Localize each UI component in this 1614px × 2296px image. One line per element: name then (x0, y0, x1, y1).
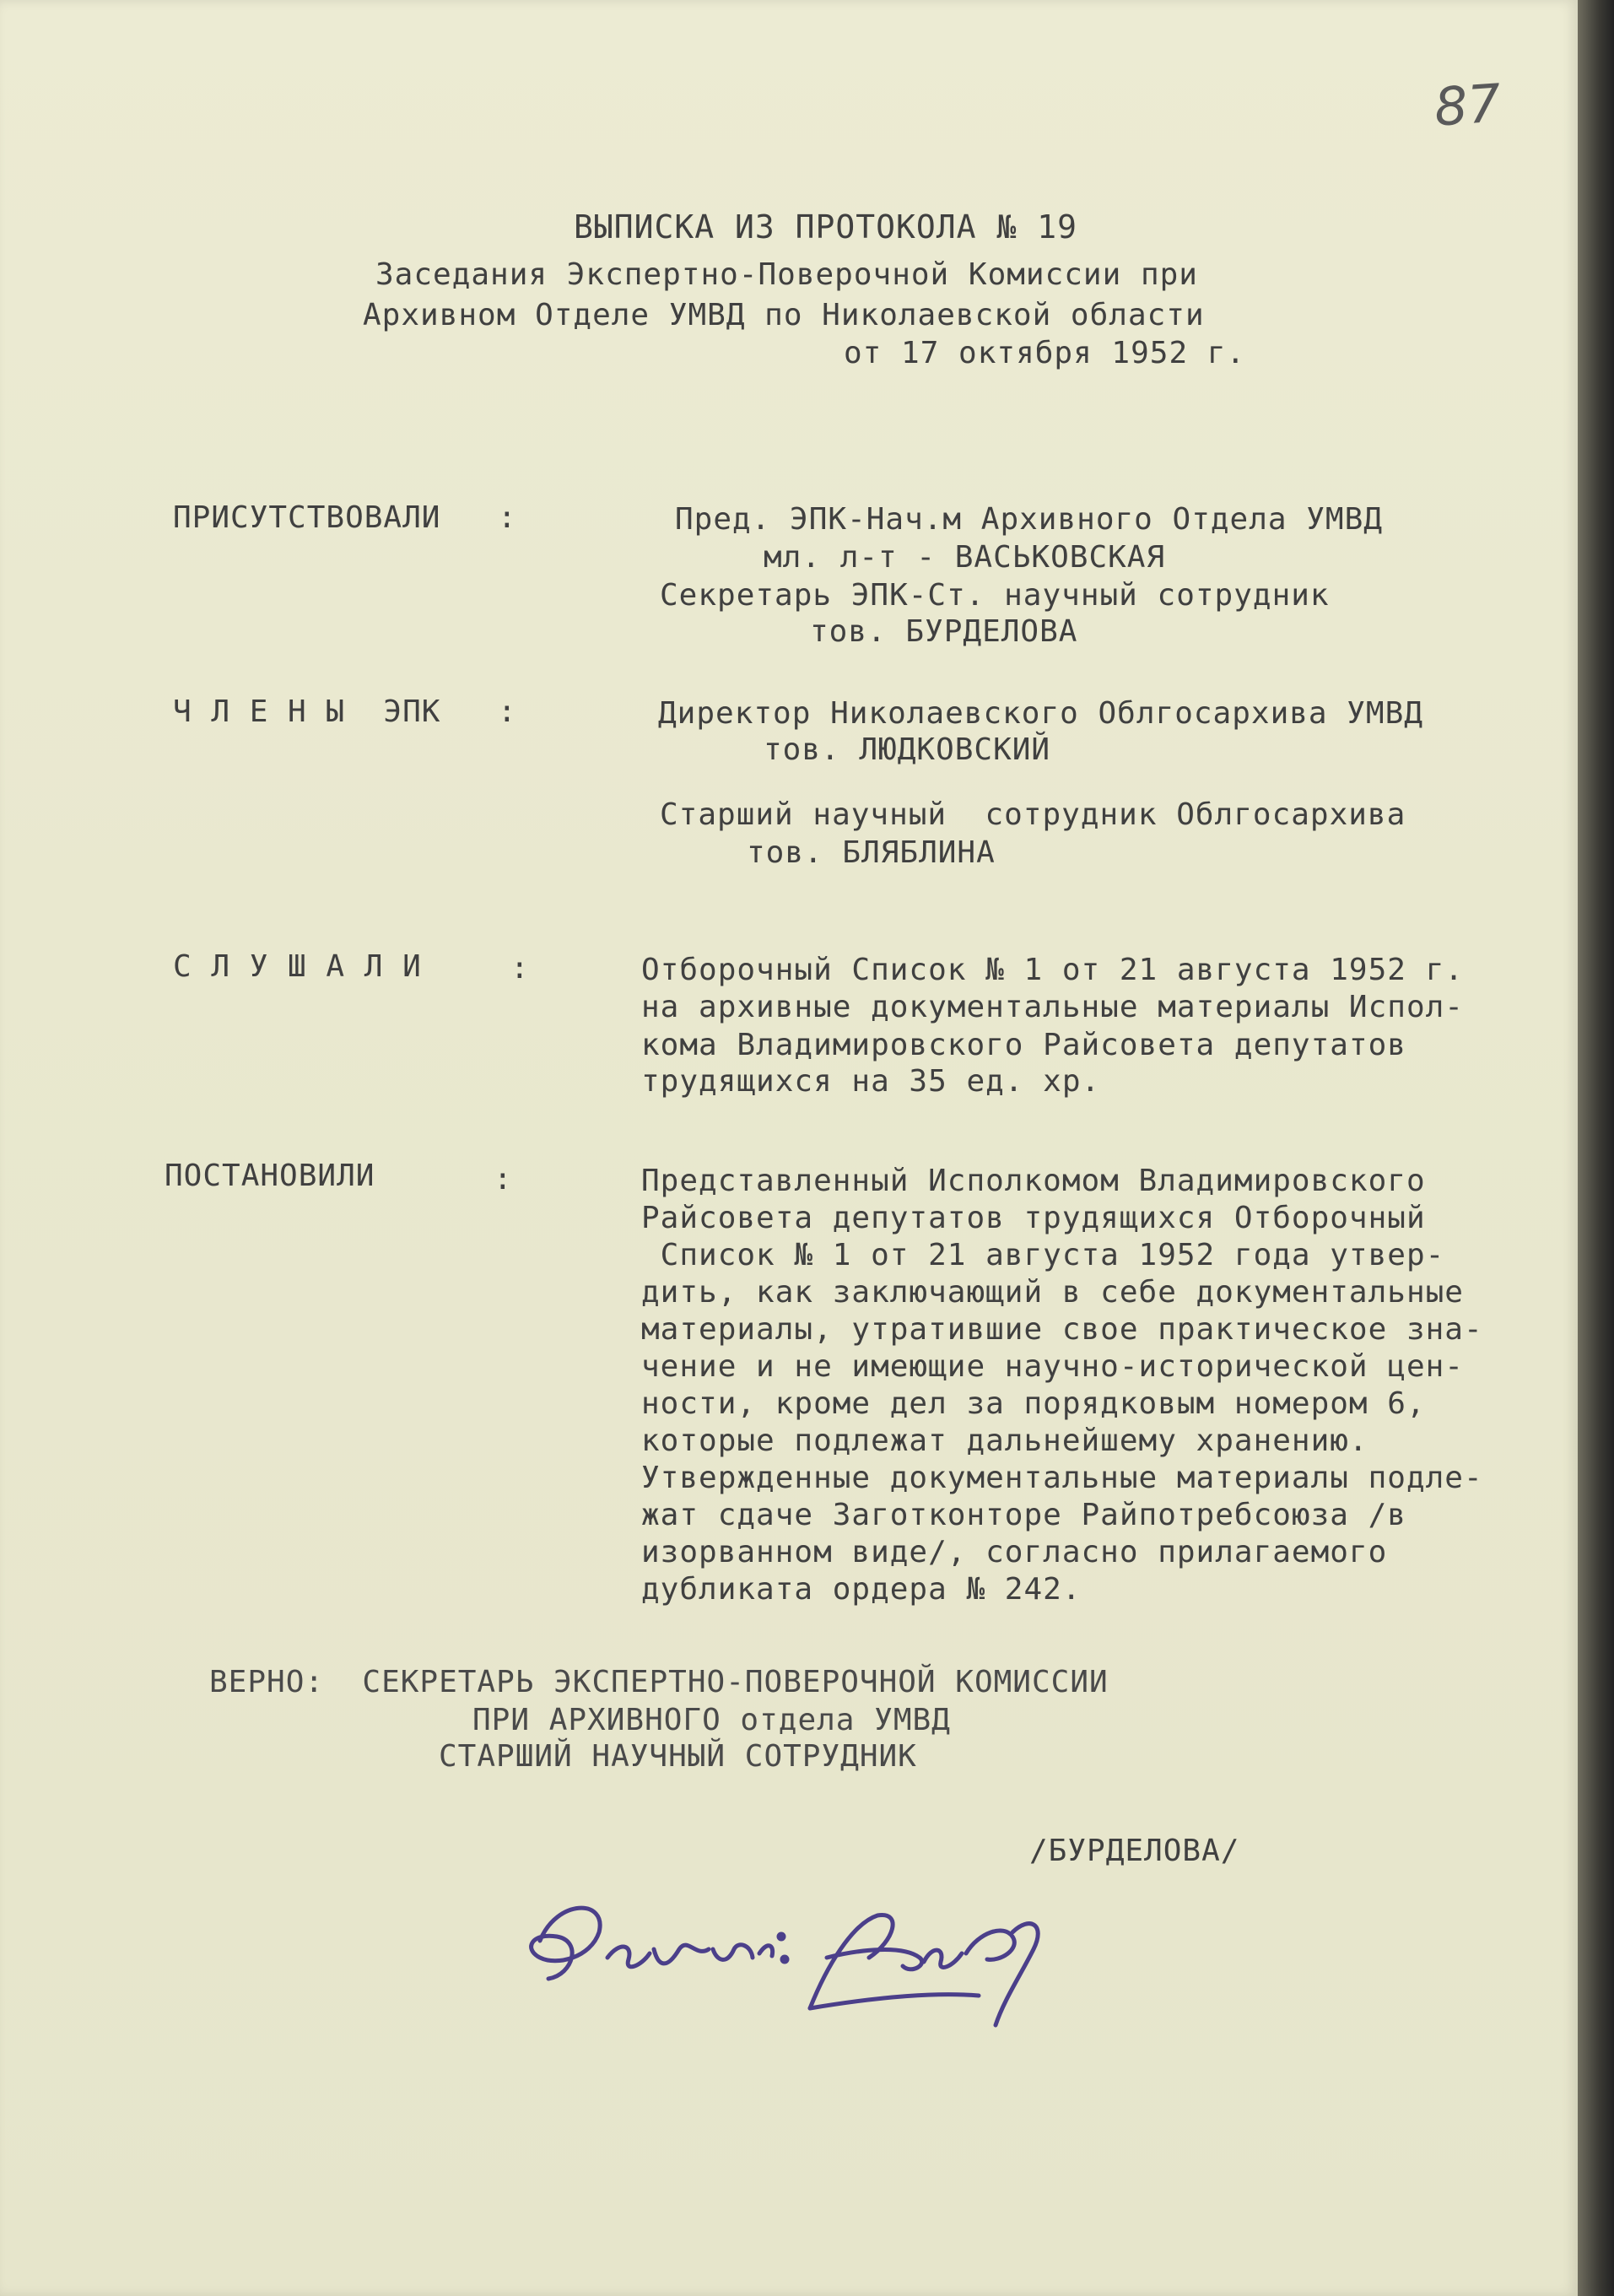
present-line: Пред. ЭПК-Нач.м Архивного Отдела УМВД (675, 502, 1383, 537)
section-label-present: ПРИСУТСТВОВАЛИ (173, 500, 441, 535)
colon: : (510, 951, 530, 986)
section-label-resolved: ПОСТАНОВИЛИ (165, 1159, 375, 1193)
heard-line: Отборочный Список № 1 от 21 августа 1952 г. (641, 953, 1464, 987)
present-line: мл. л-т - ВАСЬКОВСКАЯ (764, 540, 1166, 575)
resolved-line: Представленный Исполкомом Владимировского (641, 1164, 1426, 1198)
resolved-line: материалы, утратившие свое практическое зна- (641, 1312, 1483, 1347)
heard-line: кома Владимировского Райсовета депутатов (641, 1028, 1406, 1062)
resolved-line: жат сдаче Заготконторе Райпотребсоюза /в (641, 1498, 1406, 1532)
resolved-line: Райсовета депутатов трудящихся Отборочный (641, 1201, 1426, 1235)
document-date: от 17 октября 1952 г. (844, 336, 1246, 370)
subtitle-line-2: Архивном Отделе УМВД по Николаевской области (363, 298, 1205, 332)
colon: : (498, 694, 517, 729)
section-label-heard: С Л У Ш А Л И (173, 949, 422, 984)
colon: : (498, 500, 517, 535)
document-title: ВЫПИСКА ИЗ ПРОТОКОЛА № 19 (574, 208, 1077, 246)
certification-line: ПРИ АРХИВНОГО отдела УМВД (472, 1703, 951, 1737)
section-label-members: Ч Л Е Н Ы ЭПК (173, 694, 441, 729)
resolved-line: дить, как заключающий в себе документальные (641, 1275, 1464, 1310)
members-line: Директор Николаевского Облгосархива УМВД (658, 696, 1423, 731)
resolved-line: дубликата ордера № 242. (641, 1572, 1082, 1607)
members-line: тов. ЛЮДКОВСКИЙ (764, 732, 1051, 767)
certification-line: ВЕРНО: СЕКРЕТАРЬ ЭКСПЕРТНО-ПОВЕРОЧНОЙ КОМИССИИ (209, 1665, 1109, 1699)
members-line: тов. БЛЯБЛИНА (747, 835, 996, 870)
scan-edge (1578, 0, 1614, 2296)
resolved-line: чение и не имеющие научно-исторической цен- (641, 1349, 1464, 1384)
colon: : (494, 1162, 513, 1197)
members-line: Старший научный сотрудник Облгосархива (660, 797, 1406, 832)
heard-line: на архивные документальные материалы Испол- (641, 990, 1464, 1024)
certification-line: СТАРШИЙ НАУЧНЫЙ СОТРУДНИК (439, 1739, 917, 1774)
present-line: тов. БУРДЕЛОВА (810, 614, 1078, 649)
handwritten-signature (506, 1865, 1080, 2050)
resolved-line: которые подлежат дальнейшему хранению. (641, 1424, 1368, 1458)
signatory-name: /БУРДЕЛОВА/ (1029, 1834, 1240, 1868)
present-line: Секретарь ЭПК-Ст. научный сотрудник (660, 578, 1330, 613)
resolved-line: изорванном виде/, согласно прилагаемого (641, 1535, 1388, 1569)
subtitle-line-1: Заседания Экспертно-Поверочной Комиссии при (375, 257, 1198, 292)
resolved-line: Список № 1 от 21 августа 1952 года утвер- (641, 1238, 1445, 1272)
heard-line: трудящихся на 35 ед. хр. (641, 1064, 1101, 1099)
resolved-line: ности, кроме дел за порядковым номером 6, (641, 1386, 1426, 1421)
resolved-line: Утвержденные документальные материалы подле- (641, 1461, 1483, 1495)
page-number: 87 (1432, 72, 1503, 138)
